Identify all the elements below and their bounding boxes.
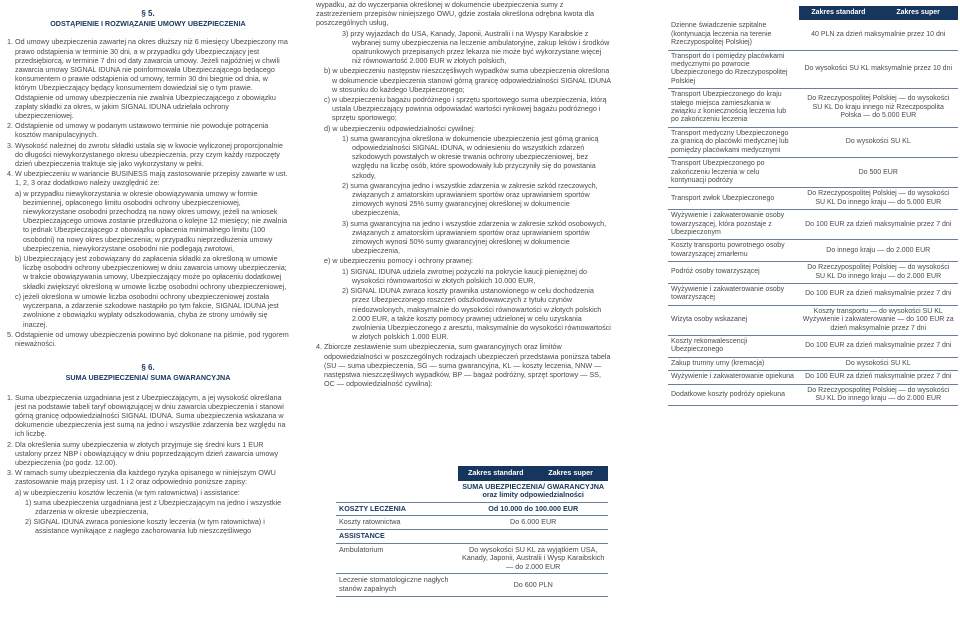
s5-para-4b: b) Ubezpieczający jest zobowiązany do zapłacenia składki za określoną w umowie liczbę osobodni ochrony ubezpieczeniowej w dniu zawarcia umowy ubezpieczenia; w trakcie obowiązywania umowy, Ubezpieczający może po opłaceniu dodatkowej składki zwiększyć określoną w umowie liczbę osobodni ochrony ubezpieczeniowej, bbox=[15, 254, 287, 291]
assistance-limits-table bbox=[668, 6, 958, 406]
m-para-d3: 3) suma gwarancyjna na jedno i wszystkie zdarzenia w zakresie szkód osobowych, związanych z amatorskim uprawianiem sportów oraz uprawianiem sportów zimowych wynosi 50% sumy gwarancyjnej określonej w dokumencie ubezpieczenia, bbox=[342, 218, 607, 256]
t3-row-label: Podróż osoby towarzyszącej bbox=[668, 262, 799, 284]
t3-row-label: Dodatkowe koszty podróży opiekuna bbox=[668, 384, 799, 406]
t3-row-value: Do Rzeczypospolitej Polskiej — do wysokości SU KL Do innego kraju — do 2.000 EUR bbox=[799, 262, 959, 284]
t3-row-value: Do 100 EUR za dzień maksymalnie przez 7 dni bbox=[799, 371, 959, 384]
m-para-d: d) w ubezpieczeniu odpowiedzialności cywilnej: bbox=[324, 123, 476, 133]
s6-para-2: 2. Dla określenia sumy ubezpieczenia w złotych przyjmuje się średni kurs 1 EUR ustalony przez NBP i obowiązujący w dniu poprzedzającym dzień zawarcia umowy ubezpieczenia (po godz. 12.00). bbox=[7, 439, 279, 467]
s6-para-3a1: 1) suma ubezpieczenia uzgadniana jest z Ubezpieczającym na jedno i wszystkie zdarzenia w okresie ubezpieczenia, bbox=[25, 497, 282, 516]
t2-row-label: Koszty ratownictwa bbox=[336, 516, 458, 530]
t2-blank-sub bbox=[336, 481, 458, 503]
t2-header-standard: Zakres standard bbox=[468, 468, 524, 477]
s6-para-1: 1. Suma ubezpieczenia uzgadniana jest z Ubezpieczającym, a jej wysokość określana jest na podstawie tabeli taryf obowiązującej w dniu zawarcia ubezpieczenia i stanowi górną granicę odpowiedzialności SIGNAL IDUNA. Suma ubezpieczenia wskazana w dokumencie ubezpieczenia jest sumą na jedno i wszystkie zdarzenia bez względu na ich liczbę. bbox=[7, 392, 286, 439]
s5-para-4a: a) w przypadku niewykorzystania w okresie obowiązywania umowy w formie bezimiennej, opłaconego limitu osobodni ochrony ubezpieczeniowej, niewykorzystane osobodni przechodzą na nowy okres umowy, jeżeli na wniosek Ubezpieczającego umowa zostanie przedłużona o kolejne 12 miesięcy; nie zwalnia to jednak Ubezpieczającego z obowiązku opłacenia minimalnego limitu (100 osobodni) na nowy okres ubezpieczenia; w przypadku nieprzedłużenia umowy ubezpieczenia, niewykorzystane osobodni nie podlegają zwrotowi, bbox=[15, 188, 288, 253]
s5-para-4: 4. W ubezpieczeniu w wariancie BUSINESS mają zastosowanie przepisy zawarte w ust. 1, 2, 3 oraz dodatkowo należy uwzględnić że: bbox=[7, 169, 288, 188]
t3-row-label: Koszty rekonwalescencji Ubezpieczonego bbox=[668, 336, 799, 358]
t3-row-value: Do 100 EUR za dzień maksymalnie przez 7 dni bbox=[799, 210, 959, 240]
section-5-heading: § 5. bbox=[141, 9, 155, 18]
m-para-e2: 2) SIGNAL IDUNA zwraca koszty prawnika ustanowionego w celu dochodzenia przez Ubezpieczonego roszczeń odszkodowawczych z tytułu czynów niedozwolonych, maksymalnie do wysokości równowartości w złotych polskich 2.000 EUR, a także koszty pomocy prawnej udzielonej w celu uzyskania zwolnienia Ubezpieczonego z aresztu, maksymalnie do wysokości równowartości w złotych polskich 1.000 EUR. bbox=[342, 286, 611, 342]
t2-header-super: Zakres super bbox=[548, 468, 593, 477]
t2-row-value: Do 6.000 EUR bbox=[458, 516, 608, 530]
t3-row-value: Do Rzeczypospolitej Polskiej — do wysokości SU KL Do innego kraju — do 5.000 EUR bbox=[799, 188, 959, 210]
t3-row-value: Do wysokości SU KL bbox=[799, 127, 959, 157]
s6-para-3a2: 2) SIGNAL IDUNA zwraca poniesione koszty leczenia (w tym ratownictwa) i assistance wynikające z nagłego zachorowania lub nieszczęśliwego bbox=[25, 517, 265, 536]
t2-row-value: Od 10.000 do 100.000 EUR bbox=[458, 502, 608, 516]
m-para-e1: 1) SIGNAL IDUNA udziela zwrotnej pożyczki na pokrycie kaucji pieniężnej do wysokości równowartości w złotych polskich 10.000 EUR, bbox=[342, 266, 588, 285]
m-para-d2: 2) suma gwarancyjna jedno i wszystkie zdarzenia w zakresie szkód rzeczowych, związanych z amatorskim uprawianiem sportów oraz uprawianiem sportów zimowych wynosi 25% sumy gwarancyjnej określonej w dokumencie ubezpieczenia, bbox=[342, 180, 598, 218]
s5-para-3: 3. Wysokość należnej do zwrotu składki ustala się w kwocie wyliczonej proporcjonalnie do długości niewykorzystanego okresu ubezpieczenia, przy czym każdy rozpoczęty dzień ubezpieczenia traktuje się jako wykorzystany w pełni. bbox=[7, 140, 283, 169]
t3-row-value: Do wysokości SU KL maksymalnie przez 10 dni bbox=[799, 50, 959, 89]
t2-blank-header bbox=[336, 466, 458, 481]
s6-para-3a: a) w ubezpieczeniu kosztów leczenia (w tym ratownictwa) i assistance: bbox=[15, 487, 240, 497]
t3-row-value: Do 100 EUR za dzień maksymalnie przez 7 dni bbox=[799, 336, 959, 358]
t3-row-value: Do 500 EUR bbox=[799, 158, 959, 188]
m-para-c: c) w ubezpieczeniu bagażu podróżnego i sprzętu sportowego suma ubezpieczenia, którą ustala Ubezpieczający powinna odpowiadać wartości rynkowej bagażu podróżnego i sprzętu sportowego; bbox=[324, 95, 607, 123]
t3-row-label: Transport Ubezpieczonego do kraju stałego miejsca zamieszkania w związku z koniecznością leczenia lub po zakończeniu leczenia bbox=[668, 89, 799, 128]
m-para-3: 3) przy wyjazdach do USA, Kanady, Japonii, Australii i na Wyspy Karaibskie z wybranej sumy ubezpieczenia na leczenie ambulatoryjne, zakup leków i środków opatrunkowych przepisanych przez lekarza nie może być wykorzystane więcej niż równowartość 2.000 EUR w złotych polskich, bbox=[342, 28, 610, 66]
t3-row-label: Dzienne świadczenie szpitalne (kontynuacja leczenia na terenie Rzeczypospolitej Polskiej) bbox=[668, 20, 799, 50]
t3-row-value: Do wysokości SU KL bbox=[799, 357, 959, 370]
t3-blank-header bbox=[668, 6, 799, 20]
t2-row-label: Leczenie stomatologiczne nagłych stanów zapalnych bbox=[336, 574, 458, 596]
t2-row-label: ASSISTANCE bbox=[336, 529, 458, 543]
section-6-heading: § 6. bbox=[141, 363, 155, 373]
t3-row-label: Wizyta osoby wskazanej bbox=[668, 305, 799, 335]
t3-row-label: Transport do i pomiędzy placówkami medycznymi po powrocie Ubezpieczonego do Rzeczypospolitej Polskiej bbox=[668, 50, 799, 89]
m-para-d1: 1) suma gwarancyjna określona w dokumencie ubezpieczenia jest górną granicą odpowiedzialności SIGNAL IDUNA, w odniesieniu do wszystkich zdarzeń szkodowych powstałych w okresie trwania ochrony ubezpieczeniowej, bez względu na liczbę osób, które spowodowały lub przyczyniły się do powstania szkody, bbox=[342, 133, 599, 180]
t3-row-value: Do Rzeczypospolitej Polskiej — do wysokości SU KL Do innego kraju — do 2.000 EUR bbox=[799, 384, 959, 406]
t3-row-value: Do 100 EUR za dzień maksymalnie przez 7 dni bbox=[799, 283, 959, 305]
s5-para-5: 5. Odstąpienie od umowy ubezpieczenia powinno być dokonane na piśmie, pod rygorem nieważności. bbox=[7, 329, 289, 348]
s5-para-1: 1. Od umowy ubezpieczenia zawartej na okres dłuższy niż 6 miesięcy Ubezpieczony ma prawo odstąpienia w terminie 30 dni, a w przypadku gdy Ubezpieczający jest przedsiębiorcą, w terminie 7 dni od daty zawarcia umowy. Jeżeli najpóźniej w chwili zawarcia umowy SIGNAL IDUNA nie poinformowała Ubezpieczającego będącego konsumentem o prawie odstąpienia od umowy, termin 30 dni biegnie od dnia, w którym Ubezpieczający będący konsumentem dowiedział się o tym prawie. Odstąpienie od umowy ubezpieczenia nie zwalnia Ubezpieczającego z obowiązku zapłaty składki za okres, w jakim SIGNAL IDUNA udzielała ochrony ubezpieczeniowej. bbox=[7, 37, 288, 121]
s5-para-2: 2. Odstąpienie od umowy w podanym ustawowo terminie nie powoduje potrącenia kosztów manipulacyjnych. bbox=[7, 121, 269, 140]
t3-row-value: Do innego kraju — do 2.000 EUR bbox=[799, 240, 959, 262]
t3-row-label: Wyżywienie i zakwaterowanie opiekuna bbox=[668, 371, 799, 384]
t3-row-label: Wyżywienie i zakwaterowanie osoby towarzyszącej, która pozostaje z Ubezpieczonym bbox=[668, 210, 799, 240]
t3-row-label: Transport medyczny Ubezpieczonego za granicą do placówki medycznej lub pomiędzy placówkami medycznymi bbox=[668, 127, 799, 157]
m-para-4: 4. Zbiorcze zestawienie sum ubezpieczenia, sum gwarancyjnych oraz limitów odpowiedzialności w poszczególnych rodzajach ubezpieczeń przedstawia poniższa tabela (SU — suma ubezpieczenia, SG — suma gwarancyjna, KL — koszty leczenia, NNW — następstwa nieszczęśliwych wypadków, BP — bagaż podróżny, sprzęt sportowy — SS, OC — odpowiedzialność cywilna): bbox=[316, 342, 611, 389]
t3-header-standard: Zakres standard bbox=[811, 9, 866, 16]
t3-header-super: Zakres super bbox=[896, 9, 940, 16]
t2-row-value bbox=[458, 529, 608, 543]
s5-para-4c: c) jeżeli określona w umowie liczba osobodni ochrony ubezpieczeniowej została wyczerpana, a zdarzenie szkodowe nastąpiło po tym fakcie, SIGNAL IDUNA jest zwolnione z obowiązku wypłaty odszkodowania, chyba że strony umówiły się inaczej. bbox=[15, 291, 279, 329]
section-6-title: SUMA UBEZPIECZENIA/ SUMA GWARANCYJNA bbox=[65, 373, 231, 383]
s6-para-3: 3. W ramach sumy ubezpieczenia dla każdego ryzyka opisanego w niniejszym OWU zastosowanie mają przepisy ust. 1 i 2 oraz odpowiednio poniższe zapisy: bbox=[7, 468, 276, 487]
m-para-b: b) w ubezpieczeniu następstw nieszczęśliwych wypadków suma ubezpieczenia określona w dokumencie ubezpieczenia stanowi górną granicę odpowiedzialności SIGNAL IDUNA w stosunku do każdego Ubezpieczonego; bbox=[324, 66, 611, 94]
t2-row-value: Do 600 PLN bbox=[458, 574, 608, 596]
section-5-title: ODSTĄPIENIE I ROZWIĄZANIE UMOWY UBEZPIECZENIA bbox=[50, 19, 246, 29]
t3-row-value: Do Rzeczypospolitej Polskiej — do wysokości SU KL Do kraju innego niż Rzeczpospolita Polska — do 5.000 EUR bbox=[799, 89, 959, 128]
t3-header bbox=[799, 6, 959, 20]
t2-row-label: Ambulatorium bbox=[336, 543, 458, 574]
t3-row-label: Wyżywienie i zakwaterowanie osoby towarzyszącej bbox=[668, 283, 799, 305]
t3-row-value: 40 PLN za dzień maksymalnie przez 10 dni bbox=[799, 20, 959, 50]
t2-row-label: KOSZTY LECZENIA bbox=[336, 502, 458, 516]
t2-subheader: SUMA UBEZPIECZENIA/ GWARANCYJNA oraz limity odpowiedzialności bbox=[458, 481, 608, 503]
t3-row-label: Transport Ubezpieczonego po zakończeniu leczenia w celu kontynuacji podróży bbox=[668, 158, 799, 188]
sums-summary-table bbox=[336, 466, 608, 597]
t3-row-label: Koszty transportu powrotnego osoby towarzyszącej zmarłemu bbox=[668, 240, 799, 262]
t3-row-label: Zakup trumny urny (kremacja) bbox=[668, 357, 799, 370]
t3-row-value: Koszty transportu — do wysokości SU KL Wyżywienie i zakwaterowanie — do 100 EUR za dzień maksymalnie przez 7 dni bbox=[799, 305, 959, 335]
m-para-e: e) w ubezpieczeniu pomocy i ochrony prawnej: bbox=[324, 256, 474, 266]
m-para-continued: wypadku, aż do wyczerpania określonej w dokumencie ubezpieczenia sumy z zastrzeżeniem przepisów niniejszego OWU, gdzie została określona odrębna kwota dla poszczególnych usług, bbox=[316, 0, 595, 28]
t2-header bbox=[458, 466, 608, 481]
left-column bbox=[7, 0, 289, 537]
t2-row-value: Do wysokości SU KL za wyjątkiem USA, Kanady, Japonii, Australii i Wysp Karaibskich — do 2.000 EUR bbox=[458, 543, 608, 574]
middle-column bbox=[316, 0, 611, 389]
t3-row-label: Transport zwłok Ubezpieczonego bbox=[668, 188, 799, 210]
